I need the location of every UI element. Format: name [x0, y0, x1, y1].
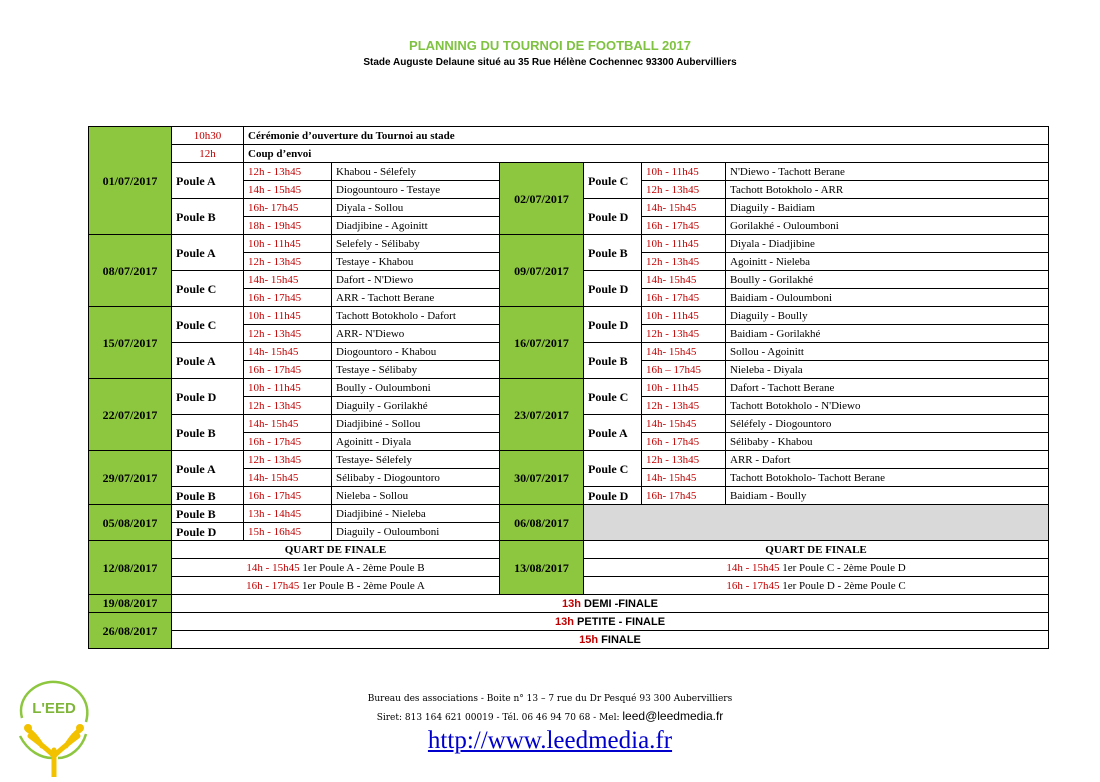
poule-cell: Poule B — [172, 199, 244, 235]
kick-off: Coup d’envoi — [244, 145, 1049, 163]
date-cell: 01/07/2017 — [89, 127, 172, 235]
logo-text: L'EED — [32, 700, 76, 717]
opening-row — [89, 145, 1049, 163]
poule-cell: Poule D — [584, 199, 642, 235]
teams-cell: Dafort - Tachott Berane — [726, 379, 1049, 397]
time-cell: 14h- 15h45 — [642, 415, 726, 433]
final-row — [89, 613, 1049, 631]
time-cell: 12h — [172, 145, 244, 163]
teams-cell: Khabou - Sélefely — [332, 163, 500, 181]
time-cell: 14h- 15h45 — [244, 271, 332, 289]
time-cell: 10h - 11h45 — [244, 235, 332, 253]
poule-cell: Poule A — [172, 451, 244, 487]
poule-cell: Poule A — [172, 235, 244, 271]
teams-cell: Diaguily - Ouloumboni — [332, 523, 500, 541]
time-cell: 12h - 13h45 — [244, 253, 332, 271]
final-row — [89, 631, 1049, 649]
time-cell: 12h - 13h45 — [642, 397, 726, 415]
footer-contact — [0, 709, 1100, 723]
teams-cell: Diyala - Sollou — [332, 199, 500, 217]
quarter-title: QUART DE FINALE — [584, 541, 1049, 559]
teams-cell: Agoinitt - Diyala — [332, 433, 500, 451]
teams-cell: Nieleba - Diyala — [726, 361, 1049, 379]
date-cell: 06/08/2017 — [500, 505, 584, 541]
page-title: PLANNING DU TOURNOI DE FOOTBALL 2017 — [409, 38, 691, 53]
date-cell: 26/08/2017 — [89, 613, 172, 649]
time-cell: 14h- 15h45 — [642, 271, 726, 289]
poule-cell: Poule C — [584, 379, 642, 415]
quarter-match — [584, 559, 1049, 577]
match-row — [89, 307, 1049, 325]
poule-cell: Poule B — [172, 505, 244, 523]
quarter-title: QUART DE FINALE — [172, 541, 500, 559]
match-text: FINALE — [598, 633, 641, 646]
time-cell: 14h- 15h45 — [642, 343, 726, 361]
time-cell: 12h - 13h45 — [244, 325, 332, 343]
time-text: 13h — [555, 615, 574, 628]
poule-cell: Poule A — [584, 415, 642, 451]
teams-cell: Testaye- Sélefely — [332, 451, 500, 469]
teams-cell: Diadjibiné - Sollou — [332, 415, 500, 433]
teams-cell: Tachott Botokholo - ARR — [726, 181, 1049, 199]
date-cell: 12/08/2017 — [89, 541, 172, 595]
poule-cell: Poule C — [172, 307, 244, 343]
poule-cell: Poule C — [172, 271, 244, 307]
footer-address: Bureau des associations - Boite n° 13 – 7 rue du Dr Pesqué 93 300 Aubervilliers — [367, 694, 733, 704]
poule-cell: Poule B — [584, 235, 642, 271]
time-cell: 16h - 17h45 — [244, 289, 332, 307]
time-cell: 12h - 13h45 — [642, 451, 726, 469]
quarter-match — [172, 577, 500, 595]
match-text: DEMI -FINALE — [581, 597, 658, 610]
leed-logo-icon — [12, 678, 96, 777]
date-cell: 29/07/2017 — [89, 451, 172, 505]
teams-cell: ARR - Dafort — [726, 451, 1049, 469]
match-row — [89, 379, 1049, 397]
teams-cell: Diogountouro - Testaye — [332, 181, 500, 199]
time-cell: 12h - 13h45 — [642, 325, 726, 343]
teams-cell: ARR - Tachott Berane — [332, 289, 500, 307]
time-text: 13h — [562, 597, 581, 610]
match-row — [89, 505, 1049, 523]
poule-cell: Poule B — [584, 343, 642, 379]
match-text: 1er Poule B - 2ème Poule A — [299, 579, 425, 592]
time-cell: 16h- 17h45 — [642, 487, 726, 505]
time-cell: 12h - 13h45 — [642, 181, 726, 199]
date-cell: 19/08/2017 — [89, 595, 172, 613]
time-text: 16h - 17h45 — [246, 579, 300, 592]
semi-row — [89, 595, 1049, 613]
date-cell: 15/07/2017 — [89, 307, 172, 379]
time-cell: 12h - 13h45 — [244, 397, 332, 415]
time-text: 14h - 15h45 — [726, 561, 780, 574]
teams-cell: ARR- N'Diewo — [332, 325, 500, 343]
footer-email[interactable]: leed@leedmedia.fr — [622, 709, 724, 723]
teams-cell: N'Diewo - Tachott Berane — [726, 163, 1049, 181]
teams-cell: Testaye - Sélibaby — [332, 361, 500, 379]
teams-cell: Tachott Botokholo - Dafort — [332, 307, 500, 325]
website-link[interactable]: http://www.leedmedia.fr — [427, 727, 673, 754]
date-cell: 02/07/2017 — [500, 163, 584, 235]
teams-cell: Dafort - N'Diewo — [332, 271, 500, 289]
time-cell: 16h - 17h45 — [642, 217, 726, 235]
teams-cell: Agoinitt - Nieleba — [726, 253, 1049, 271]
match-text: PETITE - FINALE — [573, 615, 666, 628]
date-cell: 09/07/2017 — [500, 235, 584, 307]
teams-cell: Diogountoro - Khabou — [332, 343, 500, 361]
date-cell: 23/07/2017 — [500, 379, 584, 451]
poule-cell: Poule D — [172, 379, 244, 415]
time-cell: 16h - 17h45 — [642, 289, 726, 307]
match-text: 1er Poule A - 2ème Poule B — [299, 561, 425, 574]
teams-cell: Sélibaby - Khabou — [726, 433, 1049, 451]
page-subtitle: Stade Auguste Delaune situé au 35 Rue Hélène Cochennec 93300 Aubervilliers — [363, 57, 737, 68]
match-row — [89, 163, 1049, 181]
match-row — [89, 235, 1049, 253]
time-cell: 12h - 13h45 — [244, 451, 332, 469]
time-cell: 10h - 11h45 — [642, 235, 726, 253]
time-cell: 10h - 11h45 — [244, 307, 332, 325]
time-cell: 14h- 15h45 — [642, 199, 726, 217]
teams-cell: Séléfely - Diogountoro — [726, 415, 1049, 433]
match-row — [89, 451, 1049, 469]
teams-cell: Tachott Botokholo - N'Diewo — [726, 397, 1049, 415]
footer-siret: Siret: 813 164 621 00019 - Tél. 06 46 94 70 68 - Mel: — [376, 713, 623, 723]
time-text: 14h - 15h45 — [246, 561, 300, 574]
match-text: 1er Poule D - 2ème Poule C — [779, 579, 906, 592]
teams-cell: Diaguily - Boully — [726, 307, 1049, 325]
date-cell: 22/07/2017 — [89, 379, 172, 451]
teams-cell: Baidiam - Gorilakhé — [726, 325, 1049, 343]
finale — [172, 631, 1049, 649]
time-text: 15h — [579, 633, 599, 646]
poule-cell: Poule D — [584, 271, 642, 307]
time-cell: 14h - 15h45 — [244, 181, 332, 199]
date-cell: 30/07/2017 — [500, 451, 584, 505]
poule-cell: Poule D — [584, 307, 642, 343]
poule-cell: Poule C — [584, 451, 642, 487]
time-cell: 13h - 14h45 — [244, 505, 332, 523]
date-cell: 05/08/2017 — [89, 505, 172, 541]
time-cell: 10h - 11h45 — [642, 379, 726, 397]
poule-cell: Poule A — [172, 343, 244, 379]
time-cell: 16h - 17h45 — [244, 433, 332, 451]
time-cell: 10h - 11h45 — [244, 379, 332, 397]
quarter-match — [584, 577, 1049, 595]
time-cell: 10h30 — [172, 127, 244, 145]
teams-cell: Gorilakhé - Ouloumboni — [726, 217, 1049, 235]
teams-cell: Nieleba - Sollou — [332, 487, 500, 505]
date-cell: 16/07/2017 — [500, 307, 584, 379]
quarter-match — [172, 559, 500, 577]
empty-cell — [584, 505, 1049, 541]
time-cell: 16h - 17h45 — [244, 361, 332, 379]
time-cell: 14h- 15h45 — [244, 469, 332, 487]
teams-cell: Boully - Gorilakhé — [726, 271, 1049, 289]
time-cell: 15h - 16h45 — [244, 523, 332, 541]
time-text: 16h - 17h45 — [726, 579, 780, 592]
opening-row — [89, 127, 1049, 145]
time-cell: 10h - 11h45 — [642, 307, 726, 325]
poule-cell: Poule B — [172, 487, 244, 505]
teams-cell: Sélibaby - Diogountoro — [332, 469, 500, 487]
teams-cell: Diaguily - Gorilakhé — [332, 397, 500, 415]
time-cell: 14h- 15h45 — [642, 469, 726, 487]
leed-logo — [12, 678, 96, 777]
poule-cell: Poule A — [172, 163, 244, 199]
petite-finale — [172, 613, 1049, 631]
time-cell: 14h- 15h45 — [244, 415, 332, 433]
match-text: 1er Poule C - 2ème Poule D — [779, 561, 906, 574]
teams-cell: Baidiam - Ouloumboni — [726, 289, 1049, 307]
teams-cell: Diadjibine - Agoinitt — [332, 217, 500, 235]
poule-cell: Poule D — [172, 523, 244, 541]
time-cell: 16h- 17h45 — [244, 199, 332, 217]
teams-cell: Selefely - Sélibaby — [332, 235, 500, 253]
teams-cell: Diaguily - Baidiam — [726, 199, 1049, 217]
time-cell: 16h - 17h45 — [642, 433, 726, 451]
poule-cell: Poule C — [584, 163, 642, 199]
semi-final — [172, 595, 1049, 613]
time-cell: 16h – 17h45 — [642, 361, 726, 379]
time-cell: 12h - 13h45 — [244, 163, 332, 181]
time-cell: 10h - 11h45 — [642, 163, 726, 181]
quarter-row — [89, 541, 1049, 559]
teams-cell: Diadjibiné - Nieleba — [332, 505, 500, 523]
poule-cell: Poule B — [172, 415, 244, 451]
date-cell: 13/08/2017 — [500, 541, 584, 595]
poule-cell: Poule D — [584, 487, 642, 505]
opening-ceremony: Cérémonie d’ouverture du Tournoi au stade — [244, 127, 1049, 145]
time-cell: 18h - 19h45 — [244, 217, 332, 235]
schedule-table — [88, 126, 1049, 649]
teams-cell: Sollou - Agoinitt — [726, 343, 1049, 361]
time-cell: 12h - 13h45 — [642, 253, 726, 271]
date-cell: 08/07/2017 — [89, 235, 172, 307]
teams-cell: Diyala - Diadjibine — [726, 235, 1049, 253]
teams-cell: Tachott Botokholo- Tachott Berane — [726, 469, 1049, 487]
teams-cell: Boully - Ouloumboni — [332, 379, 500, 397]
time-cell: 14h- 15h45 — [244, 343, 332, 361]
teams-cell: Baidiam - Boully — [726, 487, 1049, 505]
time-cell: 16h - 17h45 — [244, 487, 332, 505]
teams-cell: Testaye - Khabou — [332, 253, 500, 271]
